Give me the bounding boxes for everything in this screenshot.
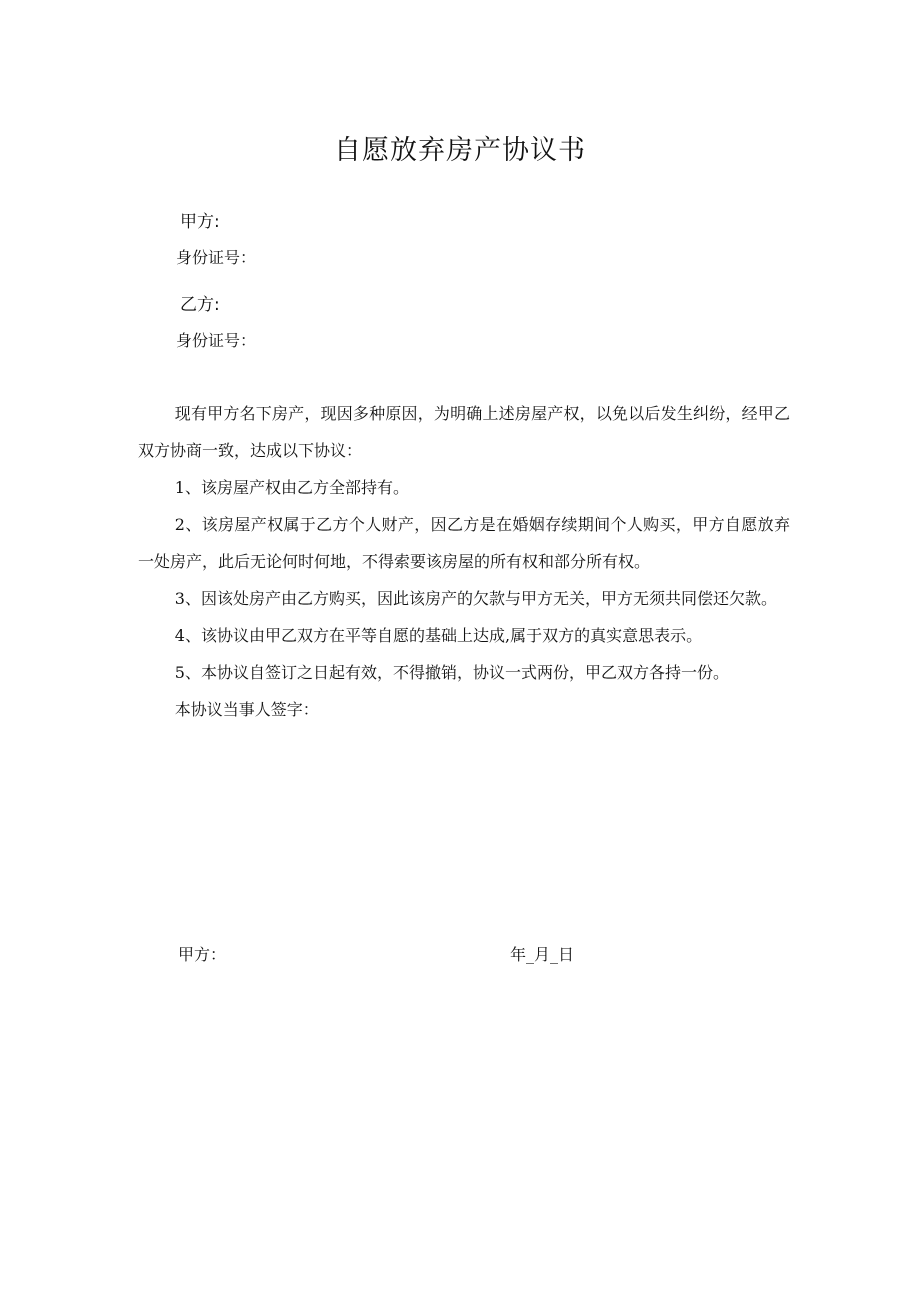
document-title: 自愿放弃房产协议书: [334, 135, 586, 166]
signature-party-a-label: 甲方：: [178, 945, 227, 964]
agreement-body: [138, 395, 790, 728]
clause-1: 1、该房屋产权由乙方全部持有。: [174, 478, 409, 497]
clause-3: 3、因该处房产由乙方购买，因此该房产的欠款与甲方无关，甲方无须共同偿还欠款。: [174, 589, 777, 608]
clause-4: 4、该协议由甲乙双方在平等自愿的基础上达成,属于双方的真实意思表示。: [174, 626, 703, 645]
party-a-id-label: 身份证号：: [176, 248, 257, 267]
intro-paragraph: 现有甲方名下房产，现因多种原因，为明确上述房屋产权，以免以后发生纠纷，经甲乙双方协商一致，达成以下协议：: [138, 404, 790, 460]
signature-date: 年_月_日: [510, 945, 575, 964]
clause-5: 5、本协议自签订之日起有效，不得撤销，协议一式两份，甲乙双方各持一份。: [174, 663, 729, 682]
clause-2: 2、该房屋产权属于乙方个人财产，因乙方是在婚姻存续期间个人购买，甲方自愿放弃一处房产，此后无论何时何地，不得索要该房屋的所有权和部分所有权。: [138, 515, 790, 571]
party-b-label: 乙方:: [180, 295, 220, 315]
party-a-label: 甲方:: [180, 212, 220, 232]
signature-intro: 本协议当事人签字：: [174, 700, 319, 719]
party-b-id-label: 身份证号：: [176, 331, 257, 350]
